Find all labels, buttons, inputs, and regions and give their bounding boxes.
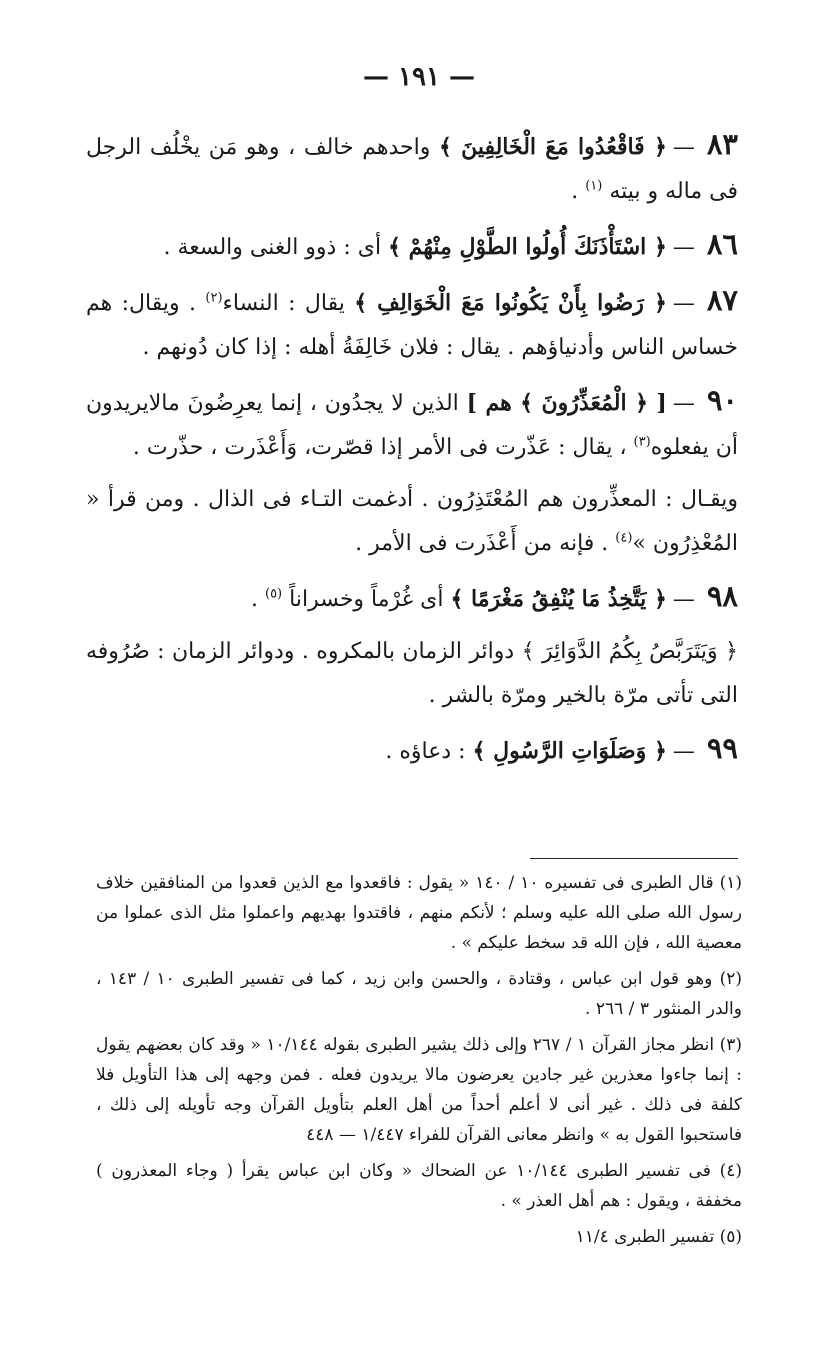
verse-number: ٨٦ — [706, 227, 738, 261]
paragraph-text: ويقـال : المعذِّرون هم المُعْتَذِرُون . أدغمت التـاء فى الذال . ومن قرأ « المُعْذِرُون » — [86, 487, 738, 556]
commentary: أى : ذوو الغنى والسعة . — [163, 235, 389, 260]
footnote-ref: (١) — [585, 178, 603, 194]
commentary: أى غُرْماً وخسراناً — [289, 587, 451, 612]
commentary: : دعاؤه . — [385, 739, 473, 764]
main-text — [86, 122, 738, 782]
entry-99: ٩٩—﴿ وَصَلَوَاتِ الرَّسُولِ ﴾ : دعاؤه . — [385, 731, 738, 765]
quran-quote: ﴿ رَضُوا بِأَنْ يَكُونُوا مَعَ الْخَوَالِفِ ﴾ — [354, 290, 667, 316]
commentary-end: ، يقال : عَذّرت فى الأمر إذا قصّرت، وَأَعْذَرت ، حذّرت . — [132, 435, 634, 460]
entry-86: ٨٦—﴿ اسْتَأْذَنَكَ أُولُوا الطَّوْلِ مِنْهُمْ ﴾ أى : ذوو الغنى والسعة . — [163, 227, 738, 261]
verse-number: ٨٧ — [706, 283, 738, 317]
commentary-end: . — [571, 179, 586, 204]
footnote-ref: (٥) — [264, 586, 283, 602]
commentary-end: . — [250, 587, 265, 612]
entry-83: ٨٣—﴿ فَاقْعُدُوا مَعَ الْخَالِفِينَ ﴾ واحدهم خالف ، وهو مَن يخْلُف الرجل فى ماله و بيته $^{(١)}$ . — [86, 127, 739, 204]
commentary: واحدهم خالف ، وهو مَن يخْلُف الرجل فى ماله و بيته — [86, 135, 738, 204]
commentary: يقال : النساء — [222, 291, 355, 316]
quran-quote: [ ﴿ الْمُعَذِّرُونَ ﴾ هم ] — [466, 390, 667, 416]
entry-98: ٩٨—﴿ يَتَّخِذُ مَا يُنْفِقُ مَغْرَمًا ﴾ أى غُرْماً وخسراناً $^{(٥)}$ . — [250, 579, 738, 613]
page-number: — ١٩١ — — [362, 62, 476, 92]
paragraph-muadhdhirun — [86, 478, 738, 566]
footnote-3: (٣) انظر مجاز القرآن ١ / ٢٦٧ وإلى ذلك يشير الطبرى بقوله ١٠/١٤٤ « وقد كان بعضهم يقول : إنما جاءوا معذرين غير جادين يعرضون مالا يريدون فعله . فمن وجهه إلى هذا التأويل فلا كلفة فى ذلك . غير أنى لا أعلم أحداً من أهل العلم بتأويل القرآن وجه تأويله إلى ذلك ، فاستحبوا القول به » وانظر معانى القرآن للفراء ١/٤٤٧ — ٤٤٨ — [96, 1035, 742, 1145]
commentary: الذين لا يجدُون ، إنما يعرِضُونَ مالايريدون أن يفعلوه — [86, 391, 738, 460]
paragraph-end: . فإنه من أَعْذَرت فى الأمر . — [355, 531, 616, 556]
entry-90: ٩٠—[ ﴿ الْمُعَذِّرُونَ ﴾ هم ] الذين لا يجدُون ، إنما يعرِضُونَ مالايريدون أن يفعلوه$^{(٣)}$ ، يقال : عَذّرت فى الأمر إذا قصّرت، وَأَعْذَرت ، حذّرت . — [86, 383, 738, 460]
quran-quote: ﴿ فَاقْعُدُوا مَعَ الْخَالِفِينَ ﴾ — [438, 134, 667, 160]
footnote-separator — [530, 858, 738, 859]
footnotes — [96, 868, 742, 1258]
footnote-ref: (٣) — [633, 434, 651, 450]
quran-quote: ﴿ يَتَّخِذُ مَا يُنْفِقُ مَغْرَمًا ﴾ — [450, 586, 667, 612]
footnote-1: (١) قال الطبرى فى تفسيره ١٠ / ١٤٠ « يقول : فاقعدوا مع الذين قعدوا من المنافقين خلاف رسول الله صلى الله عليه وسلم ؛ لأنكم منهم ، فاقتدوا بهديهم واعملوا مثل الذى عملوا من معصية الله ، فإن الله قد سخط عليكم » . — [96, 873, 742, 953]
verse-number: ٩٩ — [706, 731, 738, 765]
commentary-end: . ويقال: هم خساس الناس وأدنياؤهم . يقال : فلان خَالِفَةُ أهله : إذا كان دُونهم . — [86, 291, 738, 360]
entry-87: ٨٧—﴿ رَضُوا بِأَنْ يَكُونُوا مَعَ الْخَوَالِفِ ﴾ يقال : النساء$^{(٢)}$ . ويقال: هم خساس الناس وأدنياؤهم . يقال : فلان خَالِفَةُ أهله : إذا كان دُونهم . — [86, 283, 738, 360]
verse-number: ٩٨ — [706, 579, 738, 613]
footnote-2: (٢) وهو قول ابن عباس ، وقتادة ، والحسن وابن زيد ، كما فى تفسير الطبرى ١٠ / ١٤٣ ، والدر المنثور ٣ / ٢٦٦ . — [96, 969, 742, 1019]
quran-quote: ﴿ اسْتَأْذَنَكَ أُولُوا الطَّوْلِ مِنْهُمْ ﴾ — [388, 234, 667, 260]
verse-number: ٩٠ — [706, 383, 738, 417]
footnote-ref: (٢) — [205, 290, 223, 306]
footnote-5: (٥) تفسير الطبرى ١١/٤ — [575, 1227, 742, 1247]
paragraph-dawair: ﴿ وَيَتَرَبَّصُ بِكُمُ الدَّوَائِرَ ﴾ دوائر الزمان بالمكروه . ودوائر الزمان : صُرُوفه التى تأتى مرّة بالخير ومرّة بالشر . — [86, 639, 738, 708]
verse-number: ٨٣ — [706, 127, 739, 161]
footnote-4: (٤) فى تفسير الطبرى ١٠/١٤٤ عن الضحاك « وكان ابن عباس يقرأ ( وجاء المعذرون ) مخففة ، ويقول : هم أهل العذر » . — [96, 1161, 743, 1211]
quran-quote: ﴿ وَصَلَوَاتِ الرَّسُولِ ﴾ — [472, 738, 667, 764]
footnote-ref: (٤) — [615, 530, 633, 546]
